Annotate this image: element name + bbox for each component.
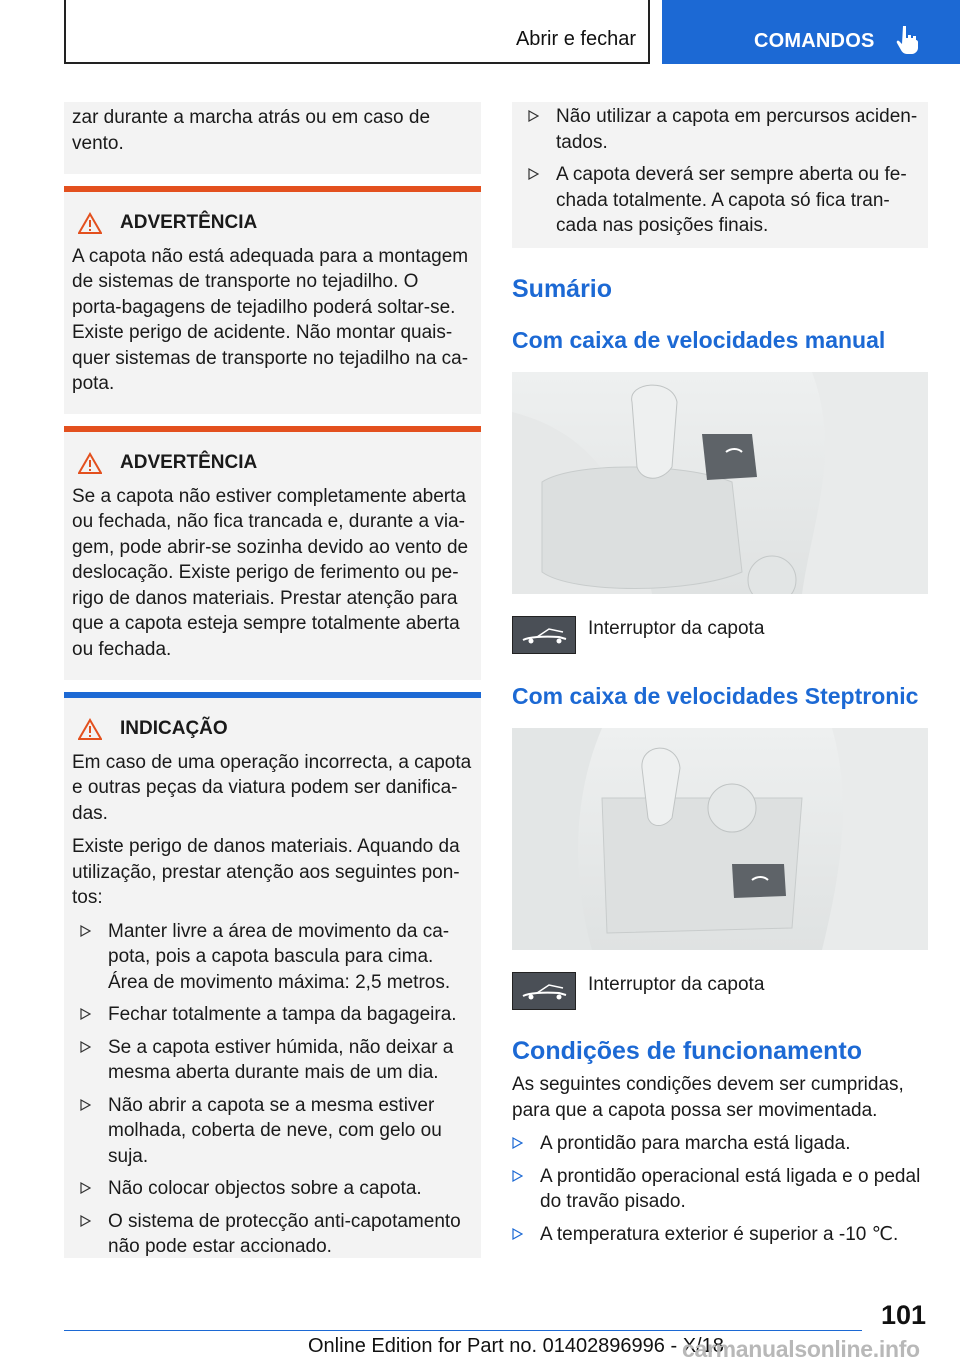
note-title [72,692,473,742]
warning-title [72,426,473,476]
conditions-text: As seguintes condições devem ser cumpridas, para que a capota possa ser movimentada. [512,1074,904,1121]
list-item [72,919,473,996]
right-column [512,102,928,1254]
note-text-1: Em caso de uma operação incorrecta, a capota e outras peças da viatura podem ser danifica-das. [72,751,472,824]
convertible-top-switch-icon [512,616,576,654]
list-item [520,162,920,239]
list-item [72,1035,473,1086]
list-item-text: A prontidão para marcha está ligada. [540,1133,851,1154]
note-list [72,919,473,1260]
list-item [520,104,920,155]
steptronic-heading: Com caixa de velocidades Steptronic [512,683,919,709]
list-item-text: Manter livre a área de movimento da ca-pota, pois a capota bascula para cima. Área de movimento máxima: 2,5 metros. [108,920,451,993]
continued-text: zar durante a marcha atrás ou em caso de vento. [72,107,431,154]
note-box [64,692,481,1258]
section-title: Abrir e fechar [515,28,636,50]
triangle-bullet-icon [80,1099,91,1111]
pointing-hand-icon [894,24,920,54]
warning-text: Se a capota não estiver completamente aberta ou fechada, não fica trancada e, durante a via-gem, pode abrir-se sozinha devido ao vento de deslocação. Existe perigo de ferimento ou pe-rigo de danos materiais. Prestar atenção para que a capota esteja sempre totalmente aberta ou fechada. [72,485,469,660]
warning-title-text: ADVERTÊNCIA [120,212,258,233]
warning-triangle-icon [78,212,102,234]
footer-rule [64,1330,862,1331]
list-item [72,1176,473,1202]
chapter-tab[interactable] [662,0,960,64]
caption-text: Interruptor da capota [588,974,765,995]
convertible-top-switch-icon [512,972,576,1010]
list-item-text: A prontidão operacional está ligada e o pedal do travão pisado. [540,1165,921,1212]
continued-panel [64,102,481,174]
triangle-bullet-icon [528,110,539,122]
left-column [64,102,481,1258]
list-item [512,1131,928,1157]
page-number: 101 [880,1300,926,1330]
triangle-bullet-icon [80,1041,91,1053]
warning-box-2 [64,426,481,680]
list-item [72,1093,473,1170]
list-item-text: A temperatura exterior é superior a -10 ℃. [540,1223,899,1245]
list-item [72,1209,473,1260]
triangle-bullet-icon [528,168,539,180]
summary-heading: Sumário [512,275,613,303]
manual-console-photo [512,372,928,594]
list-item-text: Não abrir a capota se a mesma estiver molhada, coberta de neve, com gelo ou suja. [108,1094,442,1167]
continued-list [520,104,920,239]
footer-edition: Online Edition for Part no. 01402896996 - X/18 [308,1335,724,1357]
list-item [512,1222,928,1248]
triangle-bullet-icon [512,1228,523,1240]
warning-title-text: ADVERTÊNCIA [120,452,258,473]
triangle-bullet-icon [512,1170,523,1182]
warning-text: A capota não está adequada para a montagem de sistemas de transporte no tejadilho. O porta-bagagens de tejadilho poderá soltar-se. Existe perigo de acidente. Não montar quais-quer sistemas de transporte no tejadilho na ca-pota. [72,245,469,394]
list-item-text: O sistema de protecção anti-capotamento não pode estar accionado. [108,1210,461,1257]
list-item [512,1164,928,1215]
warning-title [72,186,473,236]
manual-heading: Com caixa de velocidades manual [512,327,886,353]
list-item-text: Não utilizar a capota em percursos aciden-tados. [556,106,918,153]
caption-text: Interruptor da capota [588,618,765,639]
steptronic-console-photo [512,728,928,950]
triangle-bullet-icon [80,1215,91,1227]
triangle-bullet-icon [80,1008,91,1020]
conditions-heading: Condições de funcionamento [512,1037,863,1065]
triangle-bullet-icon [80,1182,91,1194]
conditions-list [512,1131,928,1247]
list-item-text: Não colocar objectos sobre a capota. [108,1178,422,1199]
list-item-text: Se a capota estiver húmida, não deixar a mesma aberta durante mais de um dia. [108,1036,454,1083]
warning-bar [64,426,481,432]
list-item-text: A capota deverá ser sempre aberta ou fe-chada totalmente. A capota só fica tran-cada nas posições finais. [556,164,907,236]
warning-box-1 [64,186,481,414]
note-bar [64,692,481,698]
warning-triangle-icon [78,718,102,740]
steptronic-caption-row [512,972,928,1010]
continued-list-panel [512,102,928,248]
triangle-bullet-icon [512,1137,523,1149]
watermark: carmanualsonline.info [682,1336,920,1362]
list-item [72,1002,473,1028]
list-item-text: Fechar totalmente a tampa da bagageira. [108,1004,457,1025]
warning-triangle-icon [78,452,102,474]
warning-bar [64,186,481,192]
chapter-label: COMANDOS [754,30,875,52]
note-text-2: Existe perigo de danos materiais. Aquando da utilização, prestar atenção aos seguintes pon-tos: [72,836,460,908]
triangle-bullet-icon [80,925,91,937]
note-title-text: INDICAÇÃO [120,718,228,739]
manual-caption-row [512,616,928,654]
